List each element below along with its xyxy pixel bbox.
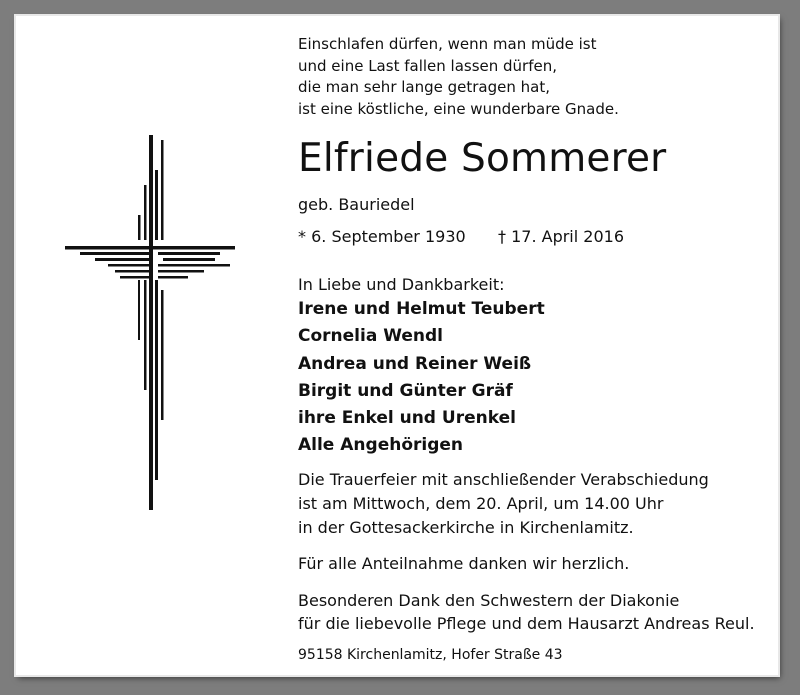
special-thanks (298, 589, 755, 635)
poem-line: die man sehr lange getragen hat, (298, 78, 550, 96)
special-thanks-line: für die liebevolle Pflege und dem Hausarzt Andreas Reul. (298, 614, 755, 633)
service-line: Die Trauerfeier mit anschließender Verabschiedung (298, 470, 709, 489)
maiden-name: geb. Bauriedel (298, 195, 415, 214)
birth-date: * 6. September 1930 (298, 227, 466, 246)
thanks-note: Für alle Anteilnahme danken wir herzlich. (298, 554, 630, 573)
mourner: Alle Angehörigen (298, 435, 464, 456)
mourner: Irene und Helmut Teubert (298, 299, 545, 319)
special-thanks-line: Besonderen Dank den Schwestern der Diakonie (298, 591, 680, 610)
poem-line: und eine Last fallen lassen dürfen, (298, 56, 557, 75)
funeral-service-info (298, 468, 709, 540)
life-dates (298, 227, 624, 246)
service-line: ist am Mittwoch, dem 20. April, um 14.00 Uhr (298, 494, 664, 513)
poem-line: Einschlafen dürfen, wenn man müde ist (298, 35, 597, 53)
service-line: in der Gottesackerkirche in Kirchenlamitz. (298, 518, 634, 537)
mourners-intro: In Liebe und Dankbarkeit: (298, 275, 505, 294)
cross-icon (60, 130, 240, 520)
mourner: ihre Enkel und Urenkel (298, 408, 516, 429)
address: 95158 Kirchenlamitz, Hofer Straße 43 (298, 647, 563, 663)
mourner: Andrea und Reiner Weiß (298, 353, 532, 374)
mourners-list (298, 296, 545, 460)
poem (298, 34, 619, 120)
mourner: Birgit und Günter Gräf (298, 380, 513, 401)
deceased-name: Elfriede Sommerer (298, 136, 667, 181)
poem-line: ist eine köstliche, eine wunderbare Gnade. (298, 99, 619, 118)
mourner: Cornelia Wendl (298, 326, 443, 347)
death-date: † 17. April 2016 (498, 227, 624, 246)
